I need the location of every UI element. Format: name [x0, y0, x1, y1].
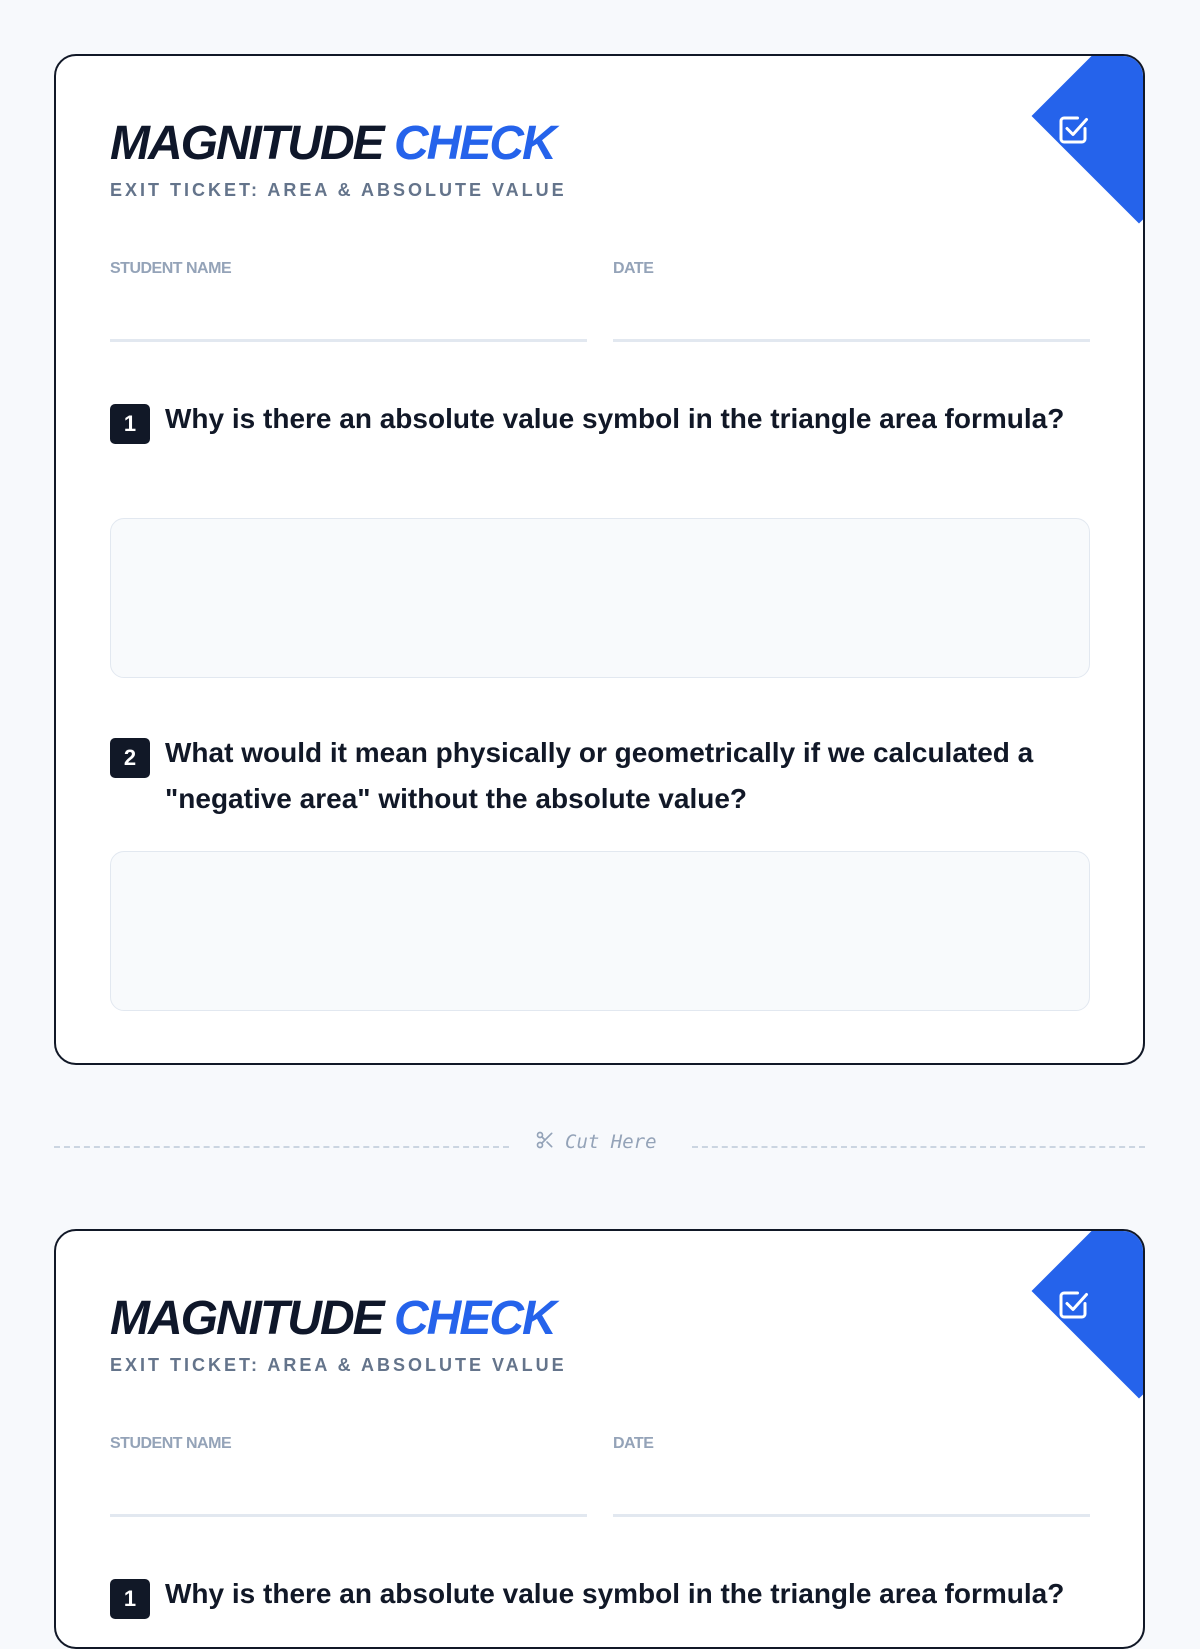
student-name-label: STUDENT NAME	[110, 260, 232, 277]
checkbox-icon	[1055, 112, 1091, 148]
question-number-badge: 2	[110, 738, 150, 778]
title-main: MAGNITUDE	[110, 117, 383, 170]
question-text: What would it mean physically or geometrically if we calculated a "negative area" without the absolute value?	[165, 737, 1034, 814]
scissors-icon	[535, 1130, 555, 1155]
question-number-badge: 1	[110, 404, 150, 444]
cut-here-text: Cut Here	[565, 1131, 657, 1153]
title-main: MAGNITUDE	[110, 1292, 383, 1345]
ticket-subtitle: EXIT TICKET: AREA & ABSOLUTE VALUE	[110, 180, 567, 200]
answer-box[interactable]	[110, 518, 1090, 678]
question-text: Why is there an absolute value symbol in the triangle area formula?	[165, 403, 1065, 434]
question-text: Why is there an absolute value symbol in the triangle area formula?	[165, 1578, 1065, 1609]
title-accent: CHECK	[394, 117, 555, 170]
exit-ticket-card	[54, 1229, 1145, 1649]
date-label: DATE	[613, 260, 654, 277]
date-line[interactable]	[613, 339, 1090, 342]
ticket-subtitle: EXIT TICKET: AREA & ABSOLUTE VALUE	[110, 1355, 567, 1375]
cut-line-right	[692, 1146, 1145, 1148]
cut-here-label	[535, 1127, 657, 1157]
date-label: DATE	[613, 1435, 654, 1452]
date-line[interactable]	[613, 1514, 1090, 1517]
question-number-badge: 1	[110, 1579, 150, 1619]
ticket-title	[110, 116, 555, 172]
ticket-title	[110, 1291, 555, 1347]
exit-ticket-card	[54, 54, 1145, 1065]
student-name-line[interactable]	[110, 1514, 587, 1517]
cut-line-left	[54, 1146, 509, 1148]
student-name-line[interactable]	[110, 339, 587, 342]
student-name-label: STUDENT NAME	[110, 1435, 232, 1452]
answer-box[interactable]	[110, 851, 1090, 1011]
title-accent: CHECK	[394, 1292, 555, 1345]
checkbox-icon	[1055, 1287, 1091, 1323]
